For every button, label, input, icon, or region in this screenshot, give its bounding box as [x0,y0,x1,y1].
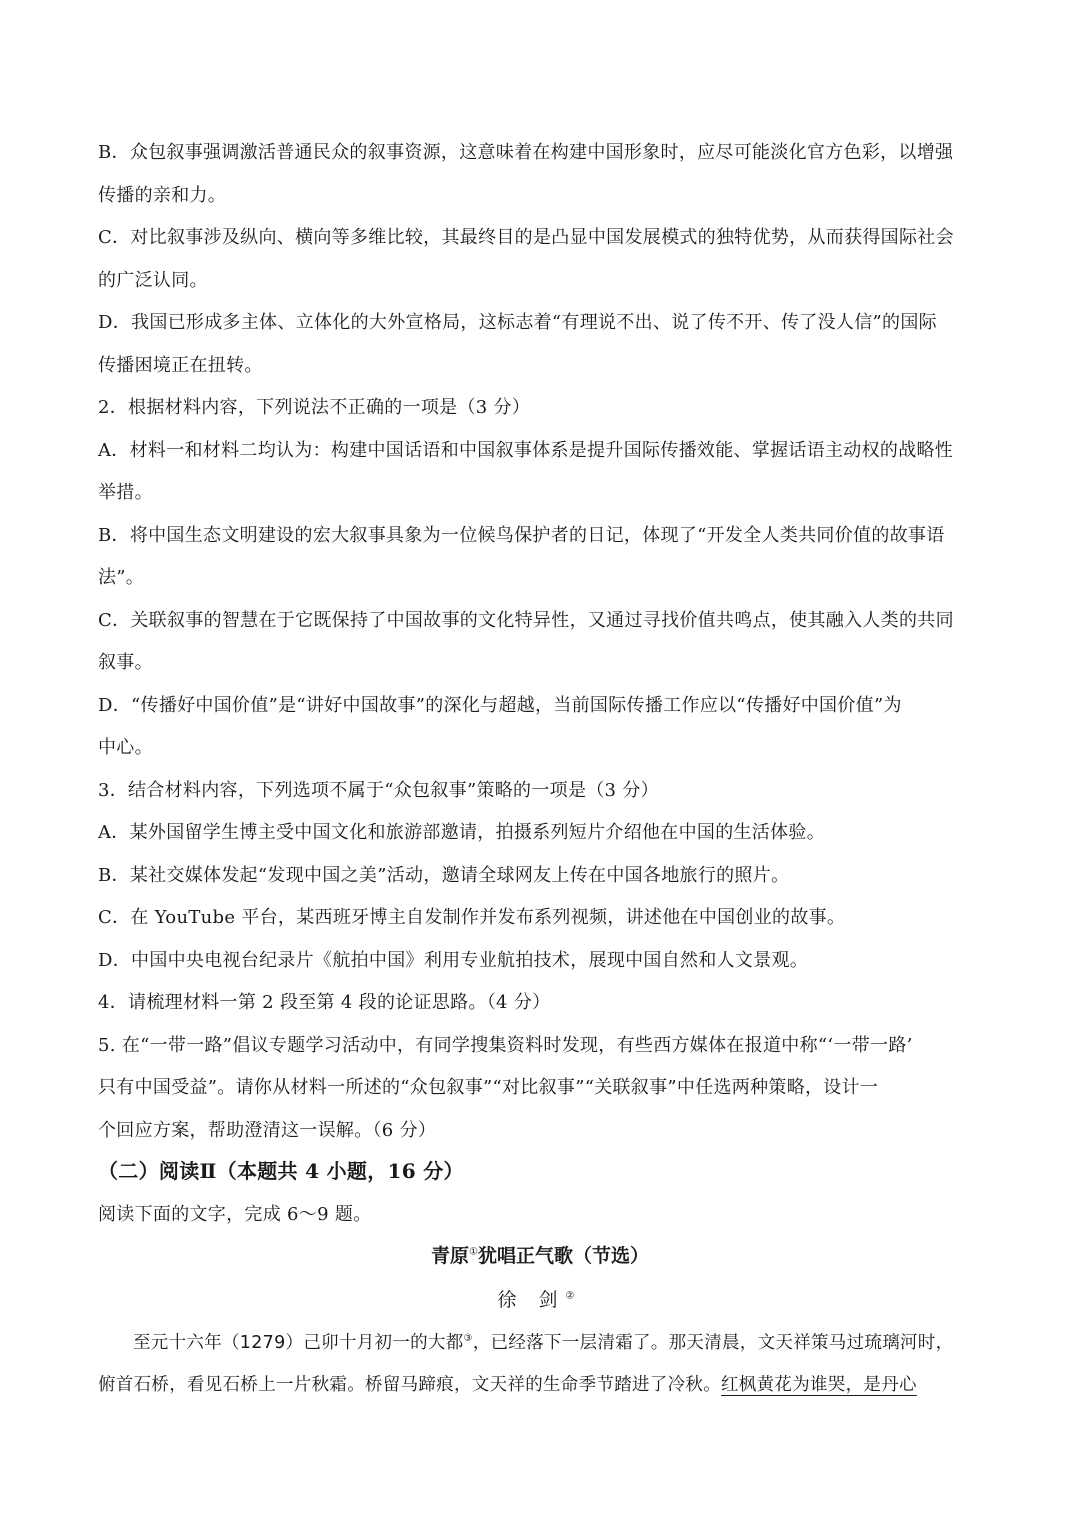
q3-stem: 3．结合材料内容，下列选项不属于“众包叙事”策略的一项是（3 分） [98,780,659,801]
section-heading: （二）阅读Ⅱ（本题共 4 小题，16 分） [98,1159,464,1183]
q1-option-c-line1: C．对比叙事涉及纵向、横向等多维比较，其最终目的是凸显中国发展模式的独特优势，从而获得国际社会 [98,227,954,248]
q3-option-c: C．在 YouTube 平台，某西班牙博主自发制作并发布系列视频，讲述他在中国创业的故事。 [98,907,846,928]
article-paragraph-line2 [98,1364,983,1407]
q5-line2: 只有中国受益”。请你从材料一所述的“众包叙事”“对比叙事”“关联叙事”中任选两种策略，设计一 [98,1077,879,1098]
q1-option-b-line2: 传播的亲和力。 [98,185,227,206]
q3-option-a: A．某外国留学生博主受中国文化和旅游部邀请，拍摄系列短片介绍他在中国的生活体验。 [98,822,825,843]
q2-option-d-line1: D．“传播好中国价值”是“讲好中国故事”的深化与超越，当前国际传播工作应以“传播好中国价值”为 [98,695,902,716]
q5-line1: 5. 在“一带一路”倡议专题学习活动中，有同学搜集资料时发现，有些西方媒体在报道中称“‘一带一路’ [98,1035,913,1056]
footnote-marker-2: ② [565,1290,583,1302]
article-title-post: 犹唱正气歌（节选） [477,1245,649,1267]
q2-option-c-line1: C．关联叙事的智慧在于它既保持了中国故事的文化特异性，又通过寻找价值共鸣点，使其融入人类的共同 [98,610,954,631]
q3-option-d: D．中国中央电视台纪录片《航拍中国》利用专业航拍技术，展现中国自然和人文景观。 [98,950,809,971]
q5-line3: 个回应方案，帮助澄清这一误解。（6 分） [98,1120,437,1141]
article-line2-plain: 俯首石桥，看见石桥上一片秋霜。桥留马蹄痕，文天祥的生命季节踏进了冷秋。 [98,1375,721,1395]
q2-option-a-line2: 举措。 [98,482,153,503]
q4-stem: 4．请梳理材料一第 2 段至第 4 段的论证思路。（4 分） [98,992,551,1013]
article-paragraph-line1 [98,1322,983,1365]
q2-option-b-line1: B．将中国生态文明建设的宏大叙事具象为一位候鸟保护者的日记，体现了“开发全人类共同价值的故事语 [98,525,945,546]
article-title-pre: 青原 [431,1245,470,1267]
q2-option-c-line2: 叙事。 [98,652,153,673]
q2-option-d-line2: 中心。 [98,737,153,758]
q2-option-b-line2: 法”。 [98,567,145,588]
q3-option-b: B．某社交媒体发起“发现中国之美”活动，邀请全球网友上传在中国各地旅行的照片。 [98,865,790,886]
footnote-marker-3: ③ [463,1333,473,1345]
article-line1-pre: 至元十六年（1279）己卯十月初一的大都 [133,1333,464,1353]
article-line2-underlined: 红枫黄花为谁哭，是丹心 [721,1375,917,1395]
footnote-marker-1: ① [469,1246,478,1258]
article-author [0,1280,1080,1320]
section-instruction: 阅读下面的文字，完成 6～9 题。 [98,1204,372,1225]
article-title [0,1236,1080,1276]
article-line1-post: ，已经落下一层清霜了。那天清晨，文天祥策马过琉璃河时， [472,1333,954,1353]
q1-option-b-line1: B．众包叙事强调激活普通民众的叙事资源，这意味着在构建中国形象时，应尽可能淡化官方色彩，以增强 [98,142,954,163]
q2-stem: 2．根据材料内容，下列说法不正确的一项是（3 分） [98,397,531,418]
q2-option-a-line1: A．材料一和材料二均认为：构建中国话语和中国叙事体系是提升国际传播效能、掌握话语主动权的战略性 [98,440,954,461]
q1-option-c-line2: 的广泛认同。 [98,270,208,291]
article-author-name: 徐 剑 [497,1289,566,1311]
q1-option-d-line2: 传播困境正在扭转。 [98,355,263,376]
q1-option-d-line1: D．我国已形成多主体、立体化的大外宣格局，这标志着“有理说不出、说了传不开、传了没人信”的国际 [98,312,937,333]
